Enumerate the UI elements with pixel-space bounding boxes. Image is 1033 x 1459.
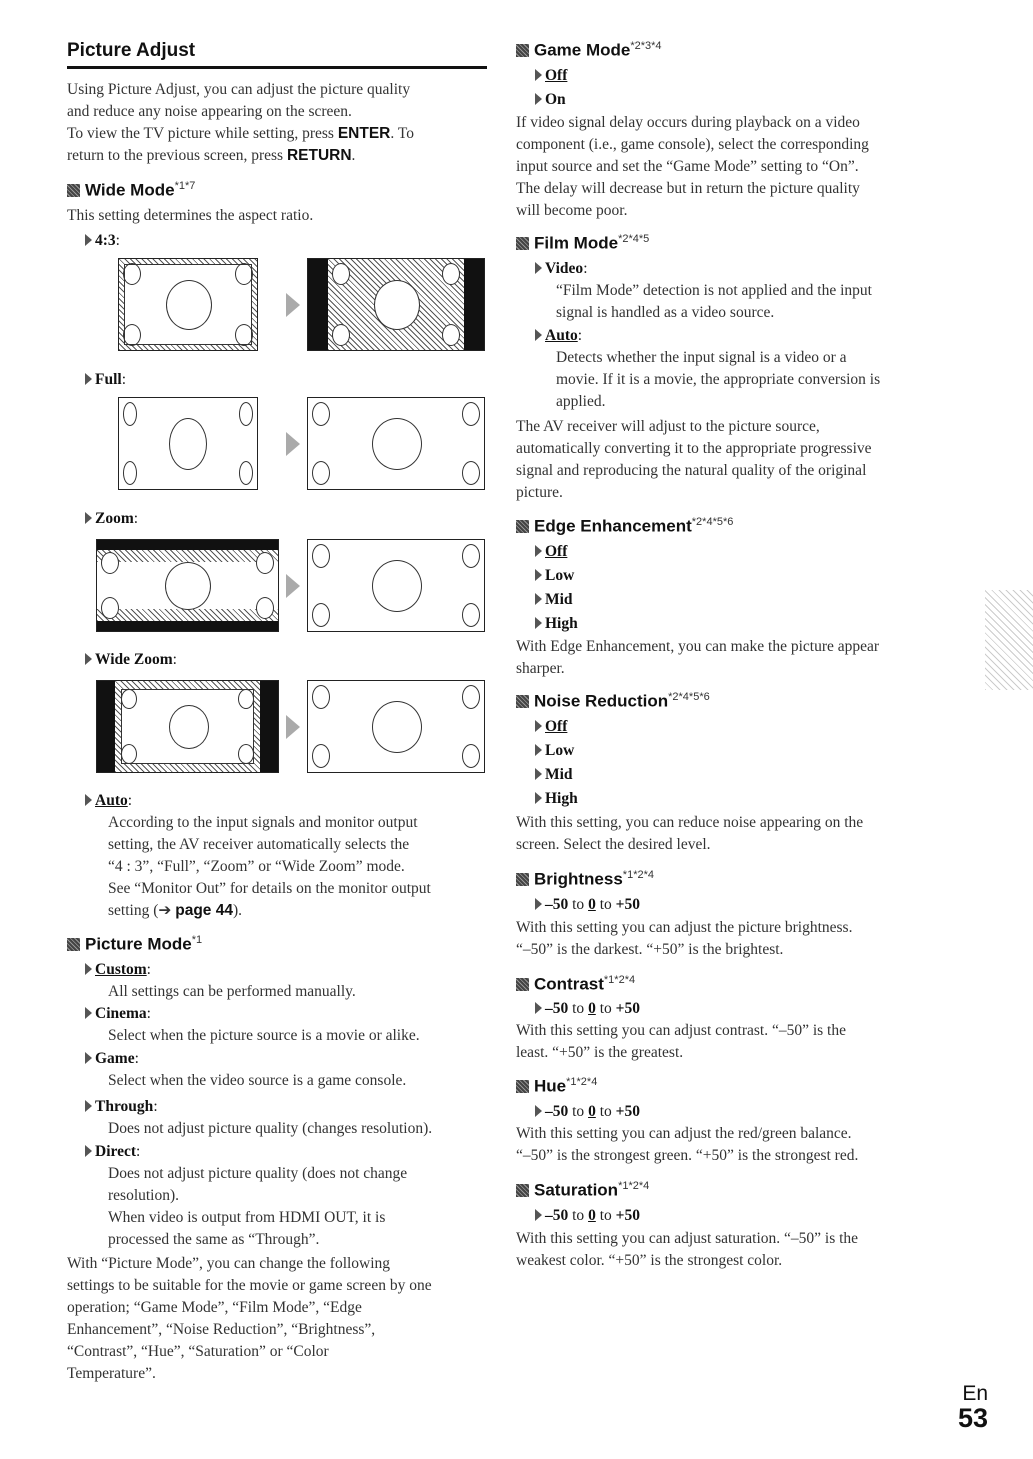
option-low (535, 740, 574, 762)
option-label: Off (545, 67, 568, 84)
page-title: Picture Adjust (67, 40, 196, 61)
option-label: Mid (545, 766, 573, 783)
triangle-bullet-icon (535, 593, 542, 605)
option-label: Direct (95, 1143, 137, 1160)
triangle-bullet-icon (85, 234, 92, 246)
film-mode-desc (516, 416, 872, 504)
triangle-bullet-icon (535, 1002, 542, 1014)
diagram-wide-zoom-result (307, 680, 485, 773)
triangle-bullet-icon (85, 1052, 92, 1064)
range-to: to (572, 896, 585, 913)
triangle-bullet-icon (85, 794, 92, 806)
option-4-3 (85, 230, 120, 252)
triangle-bullet-icon (85, 373, 92, 385)
desc-line: Enhancement”, “Noise Reduction”, “Brightness”, (67, 1321, 376, 1338)
option-low (535, 565, 574, 587)
desc-line: With this setting, you can reduce noise appearing on the (516, 814, 864, 831)
option-film-auto (535, 325, 582, 347)
desc-line: applied. (556, 393, 606, 410)
option-colon: : (134, 1050, 139, 1067)
intro-text (67, 79, 414, 167)
range-min: –50 (545, 1000, 569, 1017)
bullet-square-icon (67, 184, 80, 197)
heading-label: Wide Mode (85, 180, 175, 200)
footnote-ref: *2*4*5*6 (668, 691, 710, 703)
through-desc: Does not adjust picture quality (changes resolution). (108, 1120, 433, 1137)
desc-line: weakest color. “+50” is the strongest color. (516, 1252, 783, 1269)
range-default: 0 (588, 896, 596, 913)
option-label: High (545, 790, 578, 807)
arrow-icon (286, 715, 300, 739)
desc-line: setting, the AV receiver automatically selects the (108, 836, 410, 853)
triangle-bullet-icon (535, 1105, 542, 1117)
desc-line: The AV receiver will adjust to the picture source, (516, 418, 820, 435)
desc-line: picture. (516, 484, 563, 501)
desc-line: processed the same as “Through”. (108, 1231, 320, 1248)
range-max: +50 (615, 1207, 640, 1224)
option-label: On (545, 91, 566, 108)
option-label: Zoom (95, 510, 134, 527)
desc-line: The delay will decrease but in return the picture quality (516, 180, 860, 197)
desc-line: If video signal delay occurs during playback on a video (516, 114, 860, 131)
noise-desc (516, 812, 863, 856)
range-to: to (599, 1207, 612, 1224)
film-auto-desc (556, 347, 880, 413)
option-label: Through (95, 1098, 154, 1115)
heading-label: Film Mode (534, 233, 619, 253)
footnote-ref: *1*7 (174, 180, 196, 192)
footnote-ref: *1*2*4 (618, 1180, 650, 1192)
bullet-square-icon (516, 978, 529, 991)
desc-line: Does not adjust picture quality (does not change (108, 1165, 408, 1182)
triangle-bullet-icon (85, 963, 92, 975)
desc-line: will become poor. (516, 202, 628, 219)
picture-mode-footer (67, 1253, 432, 1385)
option-cinema (85, 1003, 151, 1025)
desc-line: According to the input signals and monitor output (108, 814, 418, 831)
triangle-bullet-icon (85, 512, 92, 524)
desc-line: signal and reproducing the natural quality of the original (516, 462, 867, 479)
heading-label: Edge Enhancement (534, 516, 692, 536)
option-wide-zoom (85, 649, 177, 671)
range-to: to (599, 1000, 612, 1017)
desc-line: With Edge Enhancement, you can make the picture appear (516, 638, 880, 655)
option-label: Off (545, 718, 568, 735)
option-mid (535, 589, 573, 611)
diagram-zoom-result (307, 539, 485, 632)
option-colon: : (153, 1098, 158, 1115)
desc-line: With this setting you can adjust the red/green balance. (516, 1125, 852, 1142)
bullet-square-icon (516, 237, 529, 250)
option-zoom (85, 508, 138, 530)
option-label: High (545, 615, 578, 632)
wide-mode-desc: This setting determines the aspect ratio. (67, 207, 314, 224)
desc-line: operation; “Game Mode”, “Film Mode”, “Edge (67, 1299, 362, 1316)
desc-line: “–50” is the darkest. “+50” is the brightest. (516, 941, 784, 958)
game-mode-desc (516, 112, 869, 222)
triangle-bullet-icon (535, 262, 542, 274)
range-to: to (599, 1103, 612, 1120)
game-mode-heading (516, 40, 662, 61)
option-off (535, 541, 567, 563)
range-max: +50 (615, 1000, 640, 1017)
desc-line: settings to be suitable for the movie or game screen by one (67, 1277, 432, 1294)
desc-line: signal is handled as a video source. (556, 304, 775, 321)
page-number: 53 (957, 1403, 988, 1433)
heading-label: Noise Reduction (534, 691, 669, 711)
title-rule (67, 66, 487, 69)
footnote-ref: *2*4*5 (618, 233, 650, 245)
desc-line: screen. Select the desired level. (516, 836, 711, 853)
option-label: Auto (95, 792, 128, 809)
arrow-right-icon: ➔ (158, 902, 172, 919)
triangle-bullet-icon (535, 792, 542, 804)
bullet-square-icon (516, 1184, 529, 1197)
diagram-4-3-result (307, 258, 485, 351)
option-label: Video (545, 260, 584, 277)
desc-line: sharper. (516, 660, 565, 677)
footnote-ref: *1 (191, 934, 203, 946)
desc-line: input source and set the “Game Mode” setting to “On”. (516, 158, 859, 175)
range-max: +50 (615, 896, 640, 913)
triangle-bullet-icon (535, 768, 542, 780)
heading-label: Game Mode (534, 40, 631, 60)
desc-line: With this setting you can adjust saturation. “–50” is the (516, 1230, 859, 1247)
intro-line: . (351, 147, 356, 164)
bullet-square-icon (516, 873, 529, 886)
option-through (85, 1096, 158, 1118)
option-colon: : (115, 232, 120, 249)
option-label: Off (545, 543, 568, 560)
option-label: Cinema (95, 1005, 147, 1022)
footnote-ref: *1*2*4 (566, 1076, 598, 1088)
desc-line: “4 : 3”, “Full”, “Zoom” or “Wide Zoom” mode. (108, 858, 405, 875)
triangle-bullet-icon (85, 653, 92, 665)
arrow-icon (286, 293, 300, 317)
option-colon: : (136, 1143, 141, 1160)
range-to: to (572, 1000, 585, 1017)
option-full (85, 369, 126, 391)
video-desc (556, 280, 872, 324)
option-on (535, 89, 566, 111)
edge-desc (516, 636, 879, 680)
option-off (535, 65, 567, 87)
triangle-bullet-icon (535, 744, 542, 756)
footnote-ref: *2*4*5*6 (691, 516, 734, 528)
diagram-4-3-source (118, 258, 258, 351)
diagram-wide-zoom-source (96, 680, 279, 773)
triangle-bullet-icon (535, 69, 542, 81)
direct-desc (108, 1163, 407, 1251)
range-default: 0 (588, 1000, 596, 1017)
option-colon: : (583, 260, 588, 277)
option-label: Full (95, 371, 122, 388)
range-max: +50 (615, 1103, 640, 1120)
range-min: –50 (545, 1207, 569, 1224)
option-label: Low (545, 742, 575, 759)
option-label: Low (545, 567, 575, 584)
desc-line: “–50” is the strongest green. “+50” is the strongest red. (516, 1147, 859, 1164)
bullet-square-icon (67, 938, 80, 951)
desc-line: automatically converting it to the appropriate progressive (516, 440, 872, 457)
desc-line: ). (232, 902, 243, 919)
desc-line: component (i.e., game console), select the corresponding (516, 136, 869, 153)
heading-label: Picture Mode (85, 934, 192, 954)
triangle-bullet-icon (535, 329, 542, 341)
range-to: to (572, 1103, 585, 1120)
triangle-bullet-icon (535, 93, 542, 105)
saturation-desc (516, 1228, 858, 1272)
triangle-bullet-icon (535, 720, 542, 732)
triangle-bullet-icon (535, 1209, 542, 1221)
option-auto (85, 790, 132, 812)
contrast-desc (516, 1020, 846, 1064)
range-brightness (535, 894, 640, 916)
desc-line: resolution). (108, 1187, 180, 1204)
option-label: Auto (545, 327, 578, 344)
heading-label: Contrast (534, 974, 604, 994)
enter-key: ENTER (337, 125, 391, 142)
intro-line: Using Picture Adjust, you can adjust the picture quality (67, 81, 411, 98)
diagram-full-source (118, 397, 258, 490)
option-colon: : (146, 961, 151, 978)
range-default: 0 (588, 1103, 596, 1120)
saturation-heading (516, 1180, 649, 1201)
option-colon: : (172, 651, 177, 668)
bullet-square-icon (516, 695, 529, 708)
heading-label: Brightness (534, 869, 623, 889)
bullet-square-icon (516, 44, 529, 57)
diagram-full-result (307, 397, 485, 490)
range-min: –50 (545, 896, 569, 913)
footnote-ref: *1*2*4 (603, 974, 636, 986)
intro-line: . To (390, 125, 414, 142)
option-off (535, 716, 567, 738)
desc-line: setting ( (108, 902, 159, 919)
triangle-bullet-icon (85, 1007, 92, 1019)
footnote-ref: *2*3*4 (630, 40, 662, 52)
range-min: –50 (545, 1103, 569, 1120)
triangle-bullet-icon (85, 1100, 92, 1112)
auto-desc (108, 812, 431, 922)
triangle-bullet-icon (535, 545, 542, 557)
desc-line: “Contrast”, “Hue”, “Saturation” or “Color (67, 1343, 329, 1360)
contrast-heading (516, 974, 635, 995)
game-desc: Select when the video source is a game console. (108, 1072, 407, 1089)
cinema-desc: Select when the picture source is a movie or alike. (108, 1027, 420, 1044)
option-video (535, 258, 588, 280)
option-custom (85, 959, 151, 981)
picture-mode-heading (67, 934, 202, 955)
option-label: Mid (545, 591, 573, 608)
noise-reduction-heading (516, 691, 710, 712)
bullet-square-icon (516, 1080, 529, 1093)
page-reference[interactable]: page 44 (175, 902, 233, 919)
triangle-bullet-icon (85, 1145, 92, 1157)
option-game (85, 1048, 139, 1070)
arrow-icon (286, 432, 300, 456)
hue-desc (516, 1123, 858, 1167)
chapter-tab-decoration (985, 590, 1033, 690)
wide-mode-heading (67, 180, 195, 201)
option-colon: : (121, 371, 127, 388)
option-direct (85, 1141, 140, 1163)
desc-line: With this setting you can adjust the picture brightness. (516, 919, 853, 936)
triangle-bullet-icon (535, 898, 542, 910)
option-high (535, 788, 578, 810)
bullet-square-icon (516, 520, 529, 533)
option-mid (535, 764, 573, 786)
footnote-ref: *1*2*4 (622, 869, 654, 881)
option-colon: : (577, 327, 583, 344)
desc-line: movie. If it is a movie, the appropriate conversion is (556, 371, 881, 388)
custom-desc: All settings can be performed manually. (108, 983, 356, 1000)
range-default: 0 (588, 1207, 596, 1224)
diagram-zoom-source (96, 539, 279, 632)
option-label: 4:3 (95, 232, 116, 249)
desc-line: When video is output from HDMI OUT, it is (108, 1209, 386, 1226)
range-saturation (535, 1205, 640, 1227)
desc-line: With this setting you can adjust contrast. “–50” is the (516, 1022, 846, 1039)
option-colon: : (146, 1005, 151, 1022)
triangle-bullet-icon (535, 617, 542, 629)
option-label: Game (95, 1050, 135, 1067)
desc-line: “Film Mode” detection is not applied and the input (556, 282, 872, 299)
heading-label: Hue (534, 1076, 567, 1096)
range-contrast (535, 998, 640, 1020)
desc-line: With “Picture Mode”, you can change the following (67, 1255, 391, 1272)
option-label: Wide Zoom (95, 651, 173, 668)
film-mode-heading (516, 233, 649, 254)
page-language: En (962, 1382, 988, 1405)
range-to: to (599, 896, 612, 913)
option-label: Custom (95, 961, 147, 978)
brightness-heading (516, 869, 654, 890)
desc-line: Detects whether the input signal is a video or a (556, 349, 847, 366)
heading-label: Saturation (534, 1180, 619, 1200)
desc-line: See “Monitor Out” for details on the monitor output (108, 880, 431, 897)
arrow-icon (286, 574, 300, 598)
intro-line: and reduce any noise appearing on the screen. (67, 103, 352, 120)
brightness-desc (516, 917, 852, 961)
option-high (535, 613, 578, 635)
hue-heading (516, 1076, 597, 1097)
intro-line: To view the TV picture while setting, press (67, 125, 338, 142)
option-colon: : (133, 510, 139, 527)
edge-enhancement-heading (516, 516, 733, 537)
intro-line: return to the previous screen, press (67, 147, 287, 164)
desc-line: least. “+50” is the greatest. (516, 1044, 684, 1061)
range-hue (535, 1101, 640, 1123)
return-key: RETURN (286, 147, 352, 164)
triangle-bullet-icon (535, 569, 542, 581)
desc-line: Temperature”. (67, 1365, 156, 1382)
range-to: to (572, 1207, 585, 1224)
option-colon: : (127, 792, 133, 809)
